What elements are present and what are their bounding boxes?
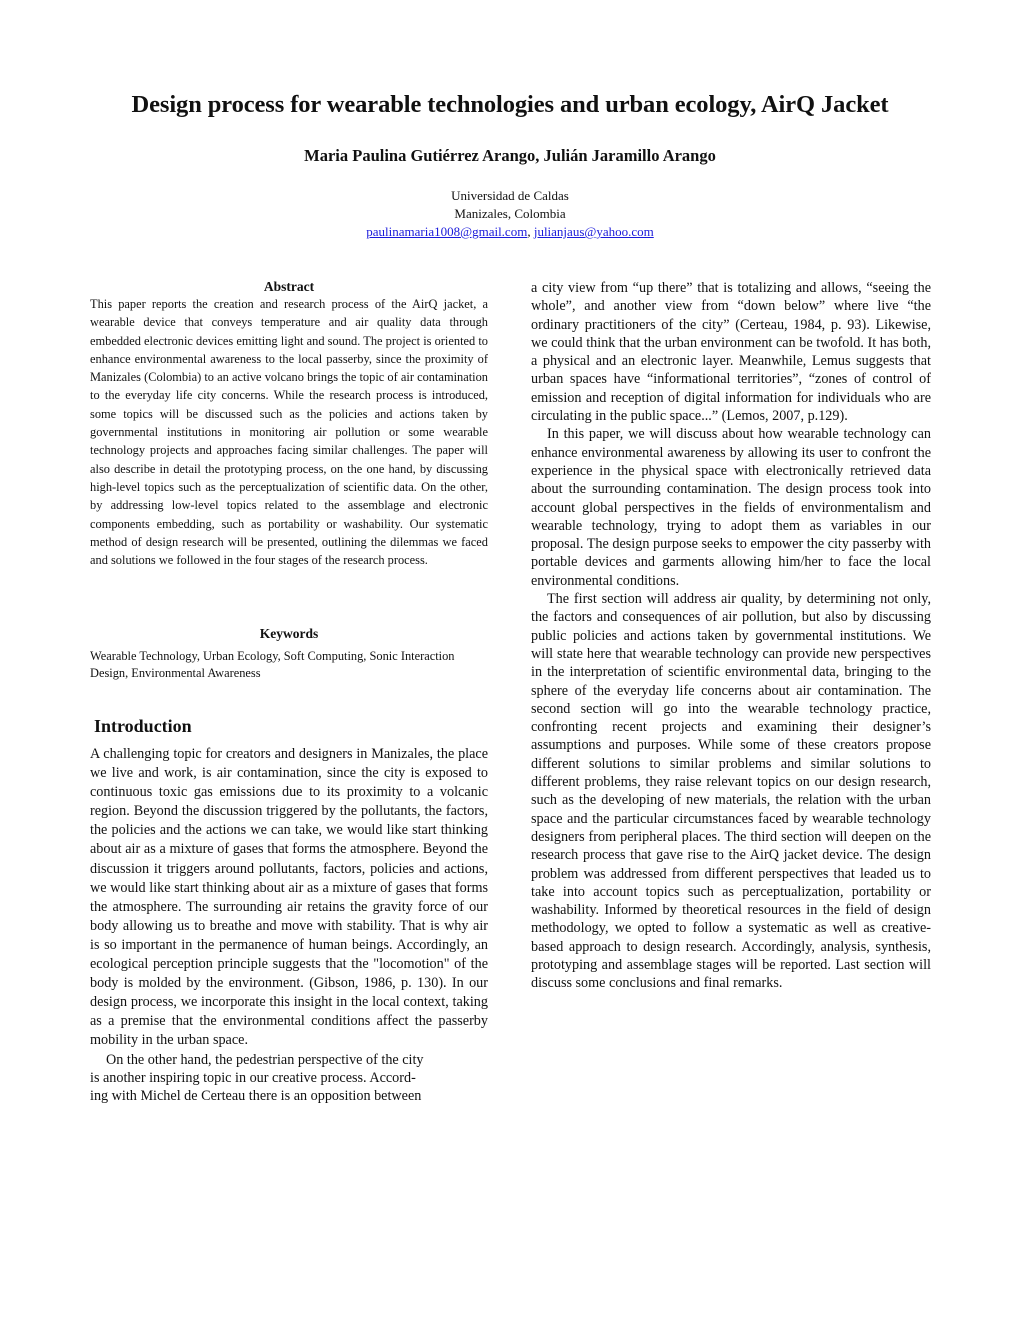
email-separator: , [527,224,534,239]
paper-authors: Maria Paulina Gutiérrez Arango, Julián Jaramillo Arango [304,146,716,165]
email-link-2[interactable]: julianjaus@yahoo.com [533,224,654,239]
text-line: is another inspiring topic in our creative process. Accord- [90,1069,416,1086]
email-link-1[interactable]: paulinamaria1008@gmail.com [366,224,528,239]
intro-paragraph-4: The first section will address air quality, by determining not only, the factors and consequences of air pollution, but also by discussing public policies and actions taken by governmental institutions. We will state here that wearable technology can provide new perspectives in the interpretation of scientific environmental data, bringing to the sphere of the everyday life concerns about air contamination. The second section will go into the wearable technology practice, confronting recent projects and examining their designer’s assumptions and purposes. While some of these creators propose different solutions to similar problems and similar solutions to different problems, they raise relevant topics on our design research, such as the developing of new materials, the relation with the urban space and the particular circumstances faced by wearable technology designers from peripheral places. The third section will deepen on the research process that gave rise to the AirQ jacket device. The design problem was addressed from different perspectives that leaded us to take into account topics such as perceptualization, portability or washability. Informed by theoretical resources in the field of design methodology, we opted to follow a systematic as well as creative-based approach to design research. Accordingly, analysis, synthesis, prototyping and assemblage stages will be reported. Last section will discuss some conclusions and final remarks. [531,591,931,992]
affiliation-emails [0,223,1020,241]
abstract-section [90,279,488,569]
right-column [531,279,931,993]
intro-paragraph-2-start [90,1051,488,1106]
abstract-heading: Abstract [263,279,315,294]
abstract-text: This paper reports the creation and research process of the AirQ jacket, a wearable device that conveys temperature and air quality data through embedded electronic devices emitting light and sound. The project is oriented to enhance environmental awareness to the local passerby, since the proximity of Manizales (Colombia) to an active volcano brings the topic of air contamination to the everyday life city concerns. While the research process is introduced, some topics will be discussed such as the policies and actions taken by governmental institutions in monitoring air pollution or some wearable technology projects and approaches facing similar challenges. The paper will also describe in detail the prototyping process, on the one hand, by discussing high-level topics such as the perceptualization of scientific data. On the other, by addressing low-level topics related to the assemblage and electronic components embedding, such as portability or washability. Our systematic method of design research will be presented, outlining the dilemmas we faced and solutions we followed in the four stages of the research process. [90,297,488,568]
keywords-section [90,626,488,682]
keywords-heading: Keywords [259,626,319,641]
intro-paragraph-3: In this paper, we will discuss about how wearable technology can enhance environmental awareness by allowing its user to confront the experience in the physical space with electronically retrieved data about the surrounding contamination. The design process took into account global perspectives in the fields of environmentalism and wearable technology, trying to adopt them as variables in our proposal. The design purpose seeks to empower the city passerby with portable devices and garments allowing him/her to face the local environmental conditions. [531,426,931,589]
keywords-text: Wearable Technology, Urban Ecology, Soft Computing, Sonic Interaction Design, Environmental Awareness [90,649,455,680]
intro-paragraph-1: A challenging topic for creators and designers in Manizales, the place we live and work, is air contamination, since the city is exposed to continuous toxic gas emissions due to its proximity to a volcanic region. Beyond the discussion triggered by the pollutants, the factors, the policies and the actions we can take, we would like start thinking about air as a mixture of gases that forms the atmosphere. Beyond the discussion it triggers around pollutants, factors, policies and actions, we would like start thinking about air as a mixture of gases that forms the atmosphere. The surrounding air retains the gravity force of our body allowing us to breathe and move with stability. That is why air is so important in the permanence of human beings. Accordingly, an ecological perception principle suggests that the "locomotion" of the body is molded by the environment. (Gibson, 1986, p. 130). In our design process, we incorporate this insight in the local context, taking as a premise that the environmental conditions affect the passerby mobility in the urban space. [90,746,488,1049]
text-line: On the other hand, the pedestrian perspective of the city [106,1051,424,1068]
introduction-heading: Introduction [94,716,192,736]
intro-paragraph-2-continued: a city view from “up there” that is totalizing and allows, “seeing the whole”, and another view from “down below” where live “the ordinary practitioners of the city” (Certeau, 1984, p. 93). Likewise, we could think that the urban environment can be twofold. It has both, a physical and an electronic layer. Meanwhile, Lemus suggests that urban spaces have “informational territories”, “zones of control of emission and reception of digital information for individuals who are circulating in the public space...” (Lemos, 2007, p.129). [531,280,931,425]
affiliation-location: Manizales, Colombia [454,206,566,221]
paper-title: Design process for wearable technologies and urban ecology, AirQ Jacket [131,91,889,118]
introduction-section [90,716,488,1105]
affiliation-institution: Universidad de Caldas [451,188,569,203]
text-line: ing with Michel de Certeau there is an opposition between [90,1088,422,1105]
